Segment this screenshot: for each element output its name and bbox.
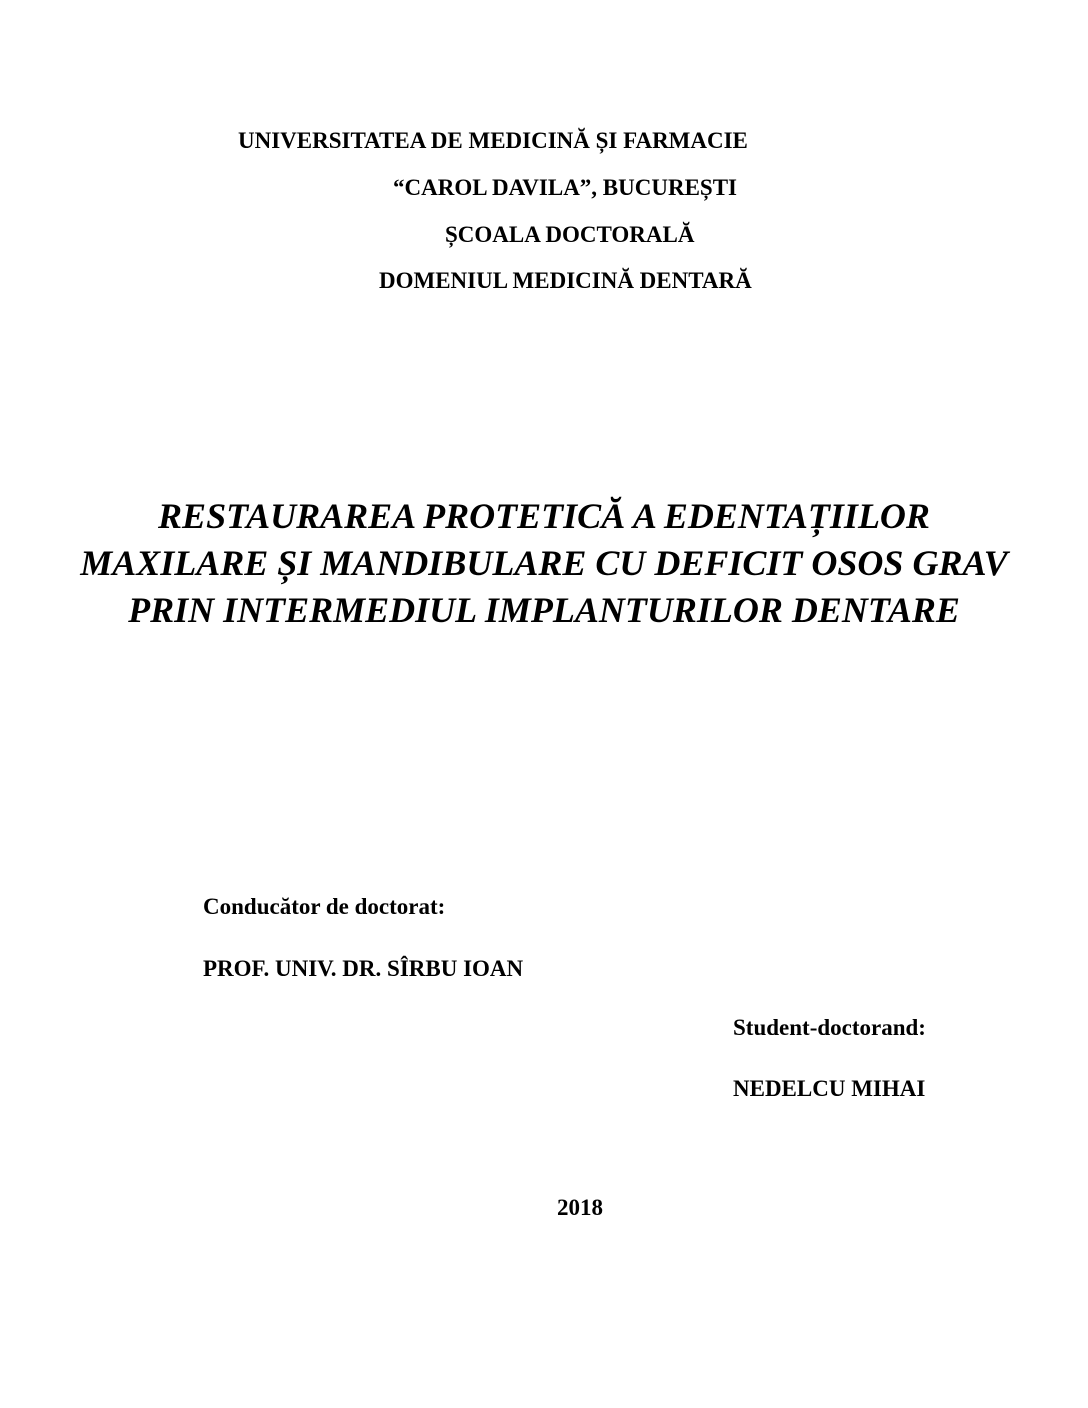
thesis-title-line-3: PRIN INTERMEDIUL IMPLANTURILOR DENTARE bbox=[128, 590, 960, 630]
thesis-year: 2018 bbox=[557, 1195, 603, 1220]
student-name: NEDELCU MIHAI bbox=[733, 1076, 926, 1101]
doctoral-school: ȘCOALA DOCTORALĂ bbox=[445, 222, 695, 247]
thesis-title-line-1: RESTAURAREA PROTETICĂ A EDENTAȚIILOR bbox=[158, 496, 930, 536]
university-subname: “CAROL DAVILA”, BUCUREȘTI bbox=[393, 175, 738, 200]
field-domain: DOMENIUL MEDICINĂ DENTARĂ bbox=[379, 268, 752, 293]
supervisor-label: Conducător de doctorat: bbox=[203, 894, 446, 919]
student-label: Student-doctorand: bbox=[733, 1015, 926, 1040]
university-name: UNIVERSITATEA DE MEDICINĂ ȘI FARMACIE bbox=[238, 128, 748, 153]
supervisor-name: PROF. UNIV. DR. SÎRBU IOAN bbox=[203, 956, 524, 981]
thesis-title-line-2: MAXILARE ȘI MANDIBULARE CU DEFICIT OSOS GRAV bbox=[80, 543, 1008, 583]
